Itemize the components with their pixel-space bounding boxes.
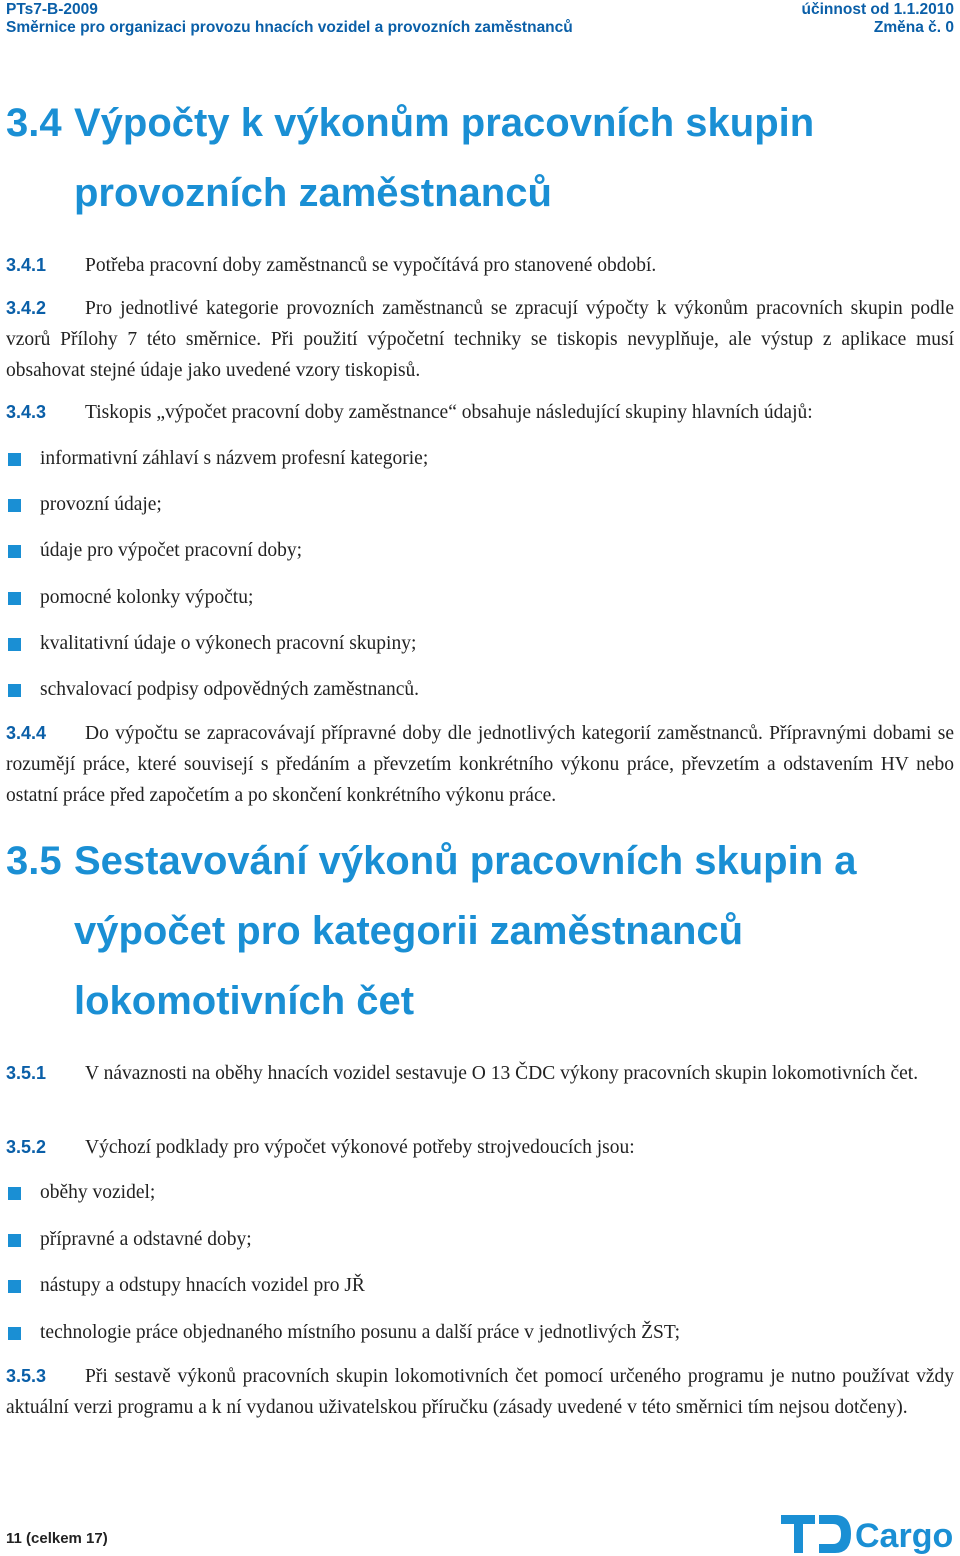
paragraph-number: 3.4.3	[6, 402, 47, 422]
section-title: Výpočty k výkonům pracovních skupin provozních zaměstnanců	[74, 101, 815, 215]
paragraph-3-4-2	[6, 293, 954, 386]
change-number: Změna č. 0	[873, 19, 954, 36]
validity-date: účinnost od 1.1.2010	[801, 1, 954, 18]
page-number: 11 (celkem 17)	[6, 1530, 108, 1547]
paragraph-3-5-2	[6, 1132, 954, 1163]
document-title: Směrnice pro organizaci provozu hnacích vozidel a provozních zaměstnanců	[6, 19, 573, 36]
bullet-square-icon	[8, 499, 21, 512]
cd-cargo-logo	[781, 1513, 956, 1555]
paragraph-3-4-3	[6, 397, 954, 428]
paragraph-text: Do výpočtu se zapracovávají přípravné doby dle jednotlivých kategorií zaměstnanců. Přípravnými dobami se rozumějí práce, které souvisejí s předáním a převzetím konkrétního výkonu práce, převzetím a odstavením HV nebo ostatní práce před započetím a po skončení konkrétního výkonu práce.	[6, 723, 954, 806]
section-heading-3-5	[6, 826, 886, 1036]
section-title: Sestavování výkonů pracovních skupin a výpočet pro kategorii zaměstnanců lokomotivních čet	[74, 839, 857, 1023]
bullet-square-icon	[8, 592, 21, 605]
section-number: 3.4	[6, 101, 62, 145]
logo-text: Cargo	[855, 1517, 954, 1555]
document-id: PTs7-B-2009	[6, 1, 98, 18]
paragraph-3-5-3	[6, 1361, 954, 1423]
paragraph-number: 3.4.4	[6, 723, 47, 743]
logo-mark-stem	[794, 1524, 803, 1553]
paragraph-3-4-4	[6, 718, 954, 811]
bullet-square-icon	[8, 1327, 21, 1340]
paragraph-text: Tiskopis „výpočet pracovní doby zaměstnance“ obsahuje následující skupiny hlavních údajů:	[85, 402, 813, 423]
paragraph-number: 3.5.3	[6, 1366, 47, 1386]
paragraph-number: 3.5.2	[6, 1137, 47, 1157]
section-heading-3-4	[6, 88, 836, 228]
bullet-square-icon	[8, 684, 21, 697]
logo-mark-top-left	[781, 1515, 815, 1524]
logo-mark-d	[819, 1515, 851, 1553]
paragraph-number: 3.5.1	[6, 1063, 47, 1083]
paragraph-text: Při sestavě výkonů pracovních skupin lokomotivních čet pomocí určeného programu je nutno používat vždy aktuální verzi programu a k ní vydanou uživatelskou příručku (zásady uvedené v této směrnici tím nejsou dotčeny).	[6, 1366, 954, 1418]
bullet-square-icon	[8, 1234, 21, 1247]
paragraph-text: Pro jednotlivé kategorie provozních zaměstnanců se zpracují výpočty k výkonům pracovních skupin podle vzorů Přílohy 7 této směrnice. Při použití výpočetní techniky se tiskopis nevyplňuje, ale výstup z aplikace musí obsahovat stejné údaje jako uvedené vzory tiskopisů.	[6, 298, 954, 381]
paragraph-3-4-1	[6, 250, 954, 281]
paragraph-number: 3.4.2	[6, 298, 47, 318]
paragraph-text: V návaznosti na oběhy hnacích vozidel sestavuje O 13 ČDC výkony pracovních skupin lokomotivních čet.	[85, 1063, 919, 1084]
bullet-square-icon	[8, 638, 21, 651]
bullet-square-icon	[8, 1187, 21, 1200]
bullet-square-icon	[8, 1280, 21, 1293]
paragraph-3-5-1	[6, 1058, 954, 1089]
bullet-square-icon	[8, 545, 21, 558]
paragraph-number: 3.4.1	[6, 255, 47, 275]
paragraph-text: Výchozí podklady pro výpočet výkonové potřeby strojvedoucích jsou:	[85, 1137, 635, 1158]
section-number: 3.5	[6, 839, 62, 883]
paragraph-text: Potřeba pracovní doby zaměstnanců se vypočítává pro stanovené období.	[85, 255, 657, 276]
bullet-square-icon	[8, 453, 21, 466]
